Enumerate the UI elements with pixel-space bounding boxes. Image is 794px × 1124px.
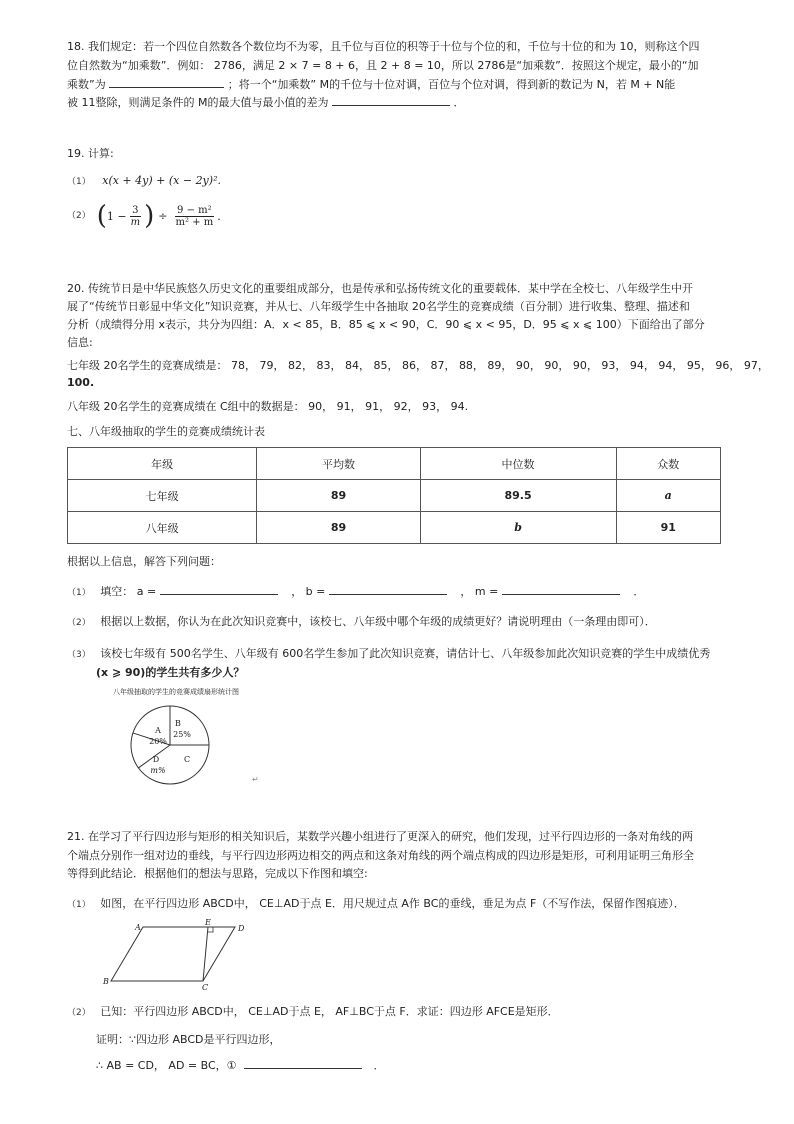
q20-answer-a[interactable]: [160, 585, 278, 595]
q20-part2: [67, 616, 656, 628]
q19-p2-expression: ( 1 − $\frac{3}{m}$ ) ÷ $\frac{\text{9 − m²}}{\text{m² + m}}$ .: [96, 201, 221, 231]
q20-grade8-c-group: 八年级 20名学生的竞赛成绩在 C组中的数据是： 90， 91， 91， 92， 93， 94.: [67, 400, 469, 413]
q20-line3: 分析（成绩得分用 x表示，共分为四组：A．x < 85，B．85 ⩽ x < 90，C．90 ⩽ x < 95，D．95 ⩽ x ⩽ 100）下面给出了部分: [67, 318, 705, 331]
q21-proof-blank[interactable]: [244, 1059, 362, 1069]
right-angle-mark: [208, 927, 213, 932]
q21-p1-number: （1）: [67, 900, 91, 910]
table-header: 年级: [68, 448, 257, 480]
q21-line1: 21. 在学习了平行四边形与矩形的相关知识后，某数学兴趣小组进行了更深入的研究，他们发现，过平行四边形的一条对角线的两: [67, 830, 693, 843]
q20-p2-number: （2）: [67, 618, 91, 628]
q21-part2: [67, 1006, 559, 1018]
q18-line4a: 被 11整除，则满足条件的 M的最大值与最小值的差为: [67, 96, 329, 109]
pie-pct-d: m%: [150, 766, 166, 775]
q18-line3a: 乘数”为: [67, 78, 106, 91]
table-cell: b: [420, 512, 616, 544]
q20-answer-b[interactable]: [329, 585, 447, 595]
fig-label-b: B: [103, 977, 109, 986]
q20-answer-m[interactable]: [502, 585, 620, 595]
pie-label-c: C: [183, 755, 191, 764]
q19-p2-one-minus: 1 −: [106, 209, 127, 223]
q19-p2-frac1-den: m: [130, 216, 141, 228]
q18-line4b: ．: [453, 96, 465, 109]
q21-p2-text: 已知：平行四边形 ABCD中， CE⊥AD于点 E， AF⊥BC于点 F．求证：四边形 AFCE是矩形．: [100, 1005, 559, 1018]
parallelogram-abcd: [111, 927, 235, 981]
q20-p1-m-label: ， m =: [460, 585, 499, 598]
q19-title: 19. 计算:: [67, 147, 114, 160]
q21-part1: [67, 898, 685, 910]
q20-table-title: 七、八年级抽取的学生的竞赛成绩统计表: [67, 425, 265, 438]
q20-p3-line1: 该校七年级有 500名学生、八年级有 600名学生参加了此次知识竞赛，请估计七、八年级参加此次知识竞赛的学生中成绩优秀: [100, 647, 711, 660]
q19-p2-frac1-num: 3: [132, 204, 139, 216]
pie-chart: [120, 700, 260, 790]
return-mark: ↵: [252, 775, 259, 784]
q20-part3: [67, 648, 710, 660]
q19-part1: [67, 175, 221, 187]
q20-p1-a-label: 填空： a =: [100, 585, 157, 598]
table-row: [68, 512, 721, 544]
q21-p1-text: 如图，在平行四边形 ABCD中， CE⊥AD于点 E．用尺规过点 A作 BC的垂线，垂足为点 F（不写作法，保留作图痕迹）．: [100, 897, 685, 910]
q20-part1: [67, 585, 644, 598]
stats-table: [67, 447, 721, 544]
q19-part2: [67, 203, 221, 229]
fig-label-e: E: [205, 918, 211, 927]
pie-chart-title: 八年级抽取的学生的竞赛成绩扇形统计图: [113, 688, 239, 696]
table-cell: 89: [257, 480, 420, 512]
q20-grade7-scores-cont: 100.: [67, 376, 95, 389]
q20-p3-line2: (x ⩾ 90)的学生共有多少人？: [96, 666, 245, 679]
q19-p2-frac2-den: m² + m: [175, 216, 214, 228]
pie-label-b: B: [175, 719, 181, 728]
table-row: [68, 480, 721, 512]
q20-grade7-scores: 七年级 20名学生的竞赛成绩是： 78， 79， 82， 83， 84， 85， 86， 87， 88， 89， 90， 90， 90， 93， 94， 94， 95， 96， 97，: [67, 359, 769, 372]
q19-p1-expression: x(x + 4y) + (x − 2y)².: [102, 174, 221, 187]
q18-line3: [67, 78, 675, 90]
q18-answer-blank-1[interactable]: [109, 78, 224, 88]
q19-p2-number: （2）: [67, 210, 91, 221]
q19-p2-divide: ÷: [158, 209, 168, 223]
q18-line2b: 2786，满足 2 × 7 = 8 + 6，且 2 + 8 = 10，所以 2786是“加乘数”．按照这个规定，最小的“加: [213, 59, 699, 72]
table-cell: 七年级: [68, 480, 257, 512]
table-cell: a: [616, 480, 721, 512]
q20-prompt: 根据以上信息，解答下列问题：: [67, 555, 221, 568]
q21-proof-line2: [96, 1059, 385, 1071]
table-header: 平均数: [257, 448, 420, 480]
table-header-row: [68, 448, 721, 480]
q20-p2-text: 根据以上数据，你认为在此次知识竞赛中，该校七、八年级中哪个年级的成绩更好？请说明理由（一条理由即可）．: [100, 615, 656, 628]
table-cell: 89.5: [420, 480, 616, 512]
q20-line1: 20. 传统节日是中华民族悠久历史文化的重要组成部分，也是传承和弘扬传统文化的重要载体．某中学在全校七、八年级学生中开: [67, 282, 693, 295]
q20-p1-b-label: ， b =: [291, 585, 326, 598]
q19-p2-end: .: [217, 209, 221, 223]
q19-p1-number: （1）: [67, 177, 91, 187]
table-cell: 89: [257, 512, 420, 544]
q18-line1: 18. 我们规定：若一个四位自然数各个数位均不为零，且千位与百位的积等于十位与个位的和，千位与十位的和为 10，则称这个四: [67, 40, 700, 53]
q18-line3b: ；将一个“加乘数”: [227, 78, 317, 91]
q21-proof2-end: ．: [373, 1059, 385, 1072]
q20-p1-end: ．: [633, 585, 645, 598]
q21-line2: 个端点分别作一组对边的垂线，与平行四边形两边相交的两点和这条对角线的两个端点构成的四边形是矩形，可利用证明三角形全: [67, 849, 694, 862]
q21-line3: 等得到此结论．根据他们的想法与思路，完成以下作图和填空:: [67, 867, 368, 880]
pie-label-d: D: [152, 755, 160, 764]
fig-label-c: C: [202, 983, 209, 990]
q18-line3c: M的千位与十位对调，百位与个位对调，得到新的数记为 N，若 M + N能: [319, 78, 676, 91]
q18-line2a: 位自然数为“加乘数”．例如：: [67, 59, 211, 72]
fig-label-a: A: [135, 923, 141, 932]
q18-line4: [67, 96, 464, 108]
parallelogram-figure: [95, 918, 255, 990]
pie-label-a: A: [155, 726, 161, 735]
pie-pct-b: 25%: [173, 730, 191, 739]
fig-label-d: D: [238, 924, 245, 933]
table-cell: 八年级: [68, 512, 257, 544]
q20-line4: 信息:: [67, 336, 93, 349]
q18-answer-blank-2[interactable]: [332, 96, 450, 106]
q20-p1-number: （1）: [67, 588, 91, 598]
table-header: 众数: [616, 448, 721, 480]
table-header: 中位数: [420, 448, 616, 480]
q20-line2: 展了“传统节日彰显中华文化”知识竞赛，并从七、八年级学生中各抽取 20名学生的竞赛成绩（百分制）进行收集、整理、描述和: [67, 300, 690, 313]
q21-p2-number: （2）: [67, 1008, 91, 1018]
table-cell: 91: [616, 512, 721, 544]
q18-line2: [67, 60, 699, 71]
q21-proof-line1: 证明：∵四边形 ABCD是平行四边形，: [96, 1033, 281, 1046]
q20-p3-number: （3）: [67, 650, 91, 660]
pie-pct-a: 20%: [149, 737, 167, 746]
q19-p2-frac2-num: 9 − m²: [177, 204, 212, 216]
q21-proof2-text: ∴ AB = CD， AD = BC，①: [96, 1059, 237, 1072]
